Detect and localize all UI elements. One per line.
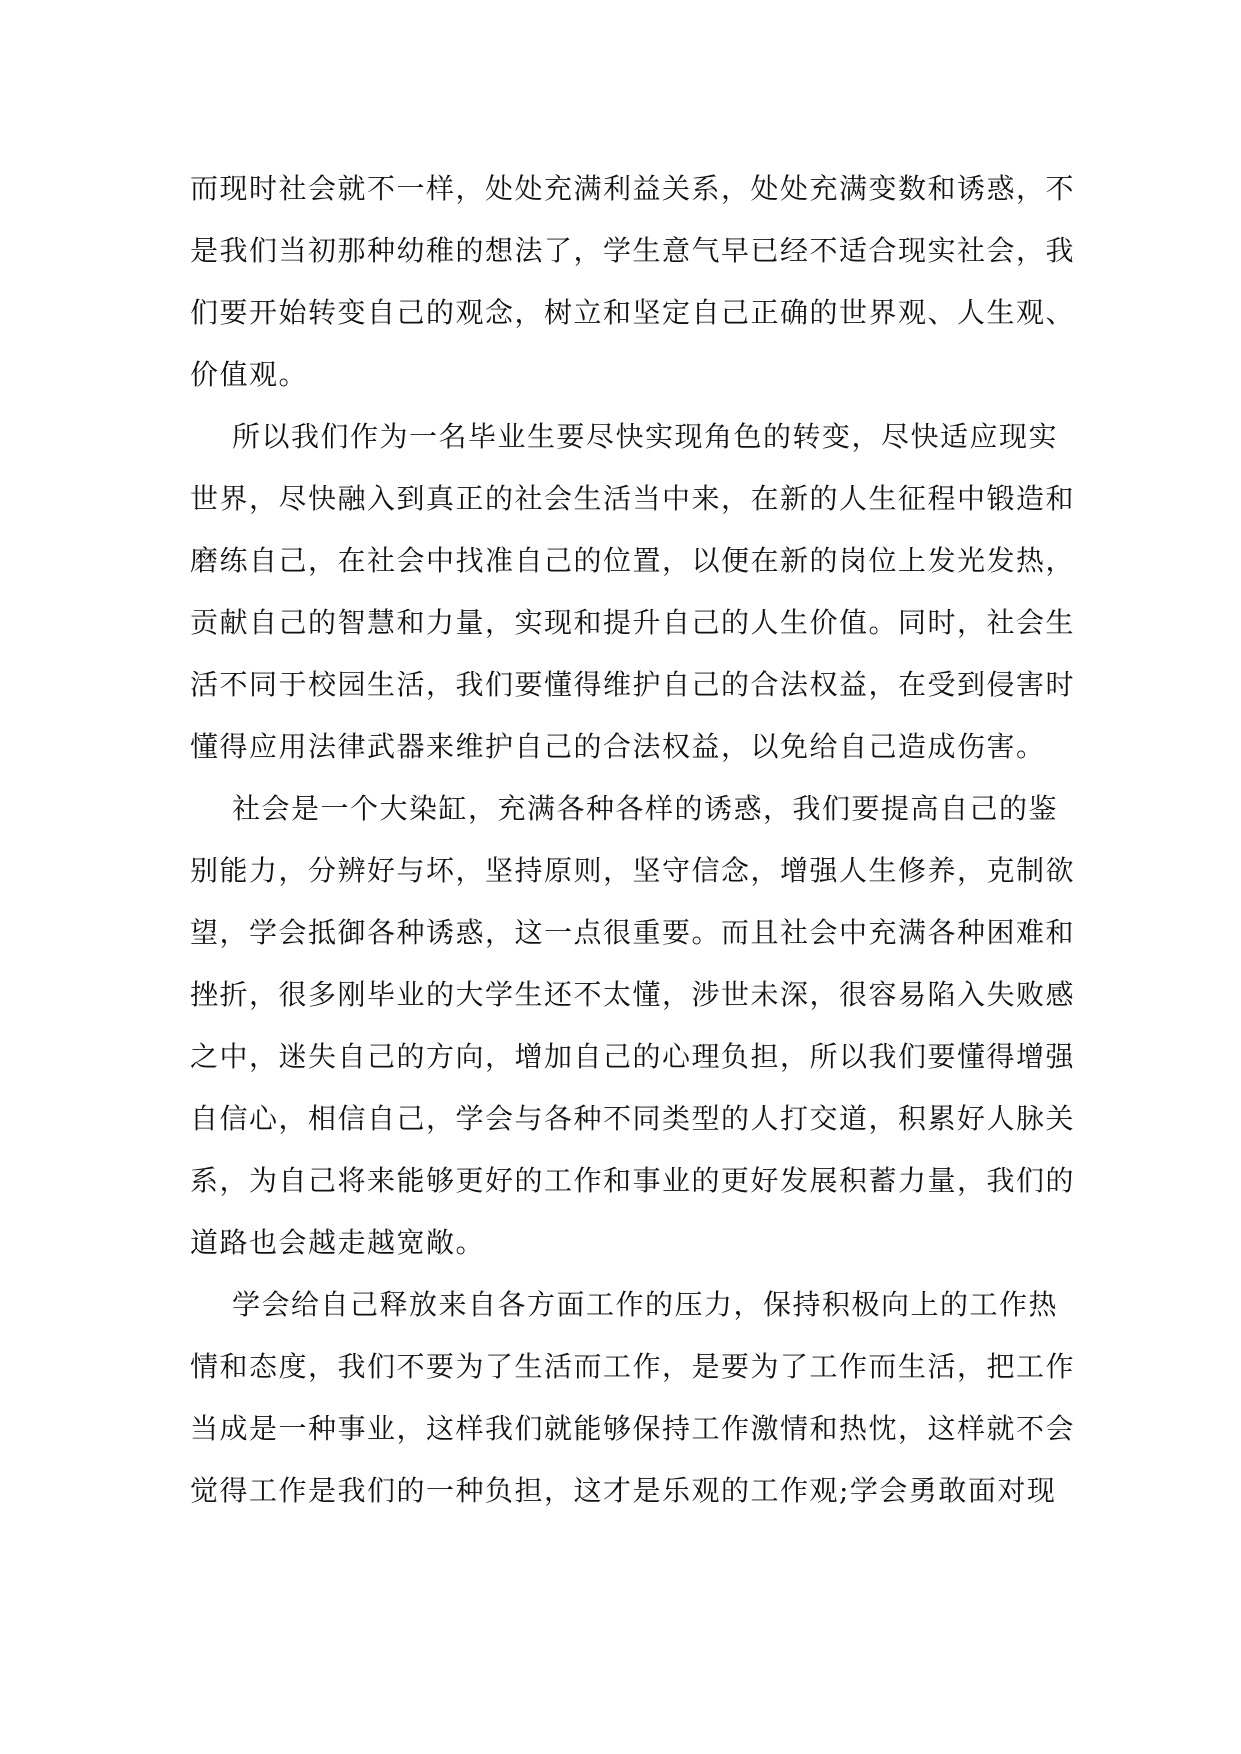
text-line: 自信心，相信自己，学会与各种不同类型的人打交道，积累好人脉关 <box>190 1102 1076 1135</box>
text-line: 活不同于校园生活，我们要懂得维护自己的合法权益，在受到侵害时 <box>190 668 1076 701</box>
text-line: 之中，迷失自己的方向，增加自己的心理负担，所以我们要懂得增强 <box>190 1040 1076 1073</box>
text-line: 学会给自己释放来自各方面工作的压力，保持积极向上的工作热 <box>232 1288 1059 1321</box>
paragraph-1 <box>190 158 1076 406</box>
paragraph-2 <box>190 406 1076 778</box>
text-line: 是我们当初那种幼稚的想法了，学生意气早已经不适合现实社会，我 <box>190 234 1076 267</box>
text-line: 价值观。 <box>190 358 309 391</box>
text-line: 挫折，很多刚毕业的大学生还不太懂，涉世未深，很容易陷入失败感 <box>190 978 1076 1011</box>
text-line: 磨练自己，在社会中找准自己的位置，以便在新的岗位上发光发热， <box>190 544 1076 577</box>
paragraph-4 <box>190 1274 1076 1522</box>
text-line: 系，为自己将来能够更好的工作和事业的更好发展积蓄力量，我们的 <box>190 1164 1076 1197</box>
document-body <box>190 158 1076 1522</box>
text-line: 所以我们作为一名毕业生要尽快实现角色的转变，尽快适应现实 <box>232 420 1059 453</box>
text-line: 别能力，分辨好与坏，坚持原则，坚守信念，增强人生修养，克制欲 <box>190 854 1076 887</box>
text-line: 当成是一种事业，这样我们就能够保持工作激情和热忱，这样就不会 <box>190 1412 1076 1445</box>
text-line: 望，学会抵御各种诱惑，这一点很重要。而且社会中充满各种困难和 <box>190 916 1076 949</box>
text-line: 们要开始转变自己的观念，树立和坚定自己正确的世界观、人生观、 <box>190 296 1076 329</box>
text-line: 情和态度，我们不要为了生活而工作，是要为了工作而生活，把工作 <box>190 1350 1076 1383</box>
text-line: 道路也会越走越宽敞。 <box>190 1226 486 1259</box>
text-line: 社会是一个大染缸，充满各种各样的诱惑，我们要提高自己的鉴 <box>232 792 1059 825</box>
text-line: 觉得工作是我们的一种负担，这才是乐观的工作观;学会勇敢面对现 <box>190 1474 1057 1507</box>
text-line: 世界，尽快融入到真正的社会生活当中来，在新的人生征程中锻造和 <box>190 482 1076 515</box>
paragraph-3 <box>190 778 1076 1274</box>
text-line: 懂得应用法律武器来维护自己的合法权益，以免给自己造成伤害。 <box>190 730 1046 763</box>
text-line: 贡献自己的智慧和力量，实现和提升自己的人生价值。同时，社会生 <box>190 606 1076 639</box>
text-line: 而现时社会就不一样，处处充满利益关系，处处充满变数和诱惑，不 <box>190 172 1076 205</box>
